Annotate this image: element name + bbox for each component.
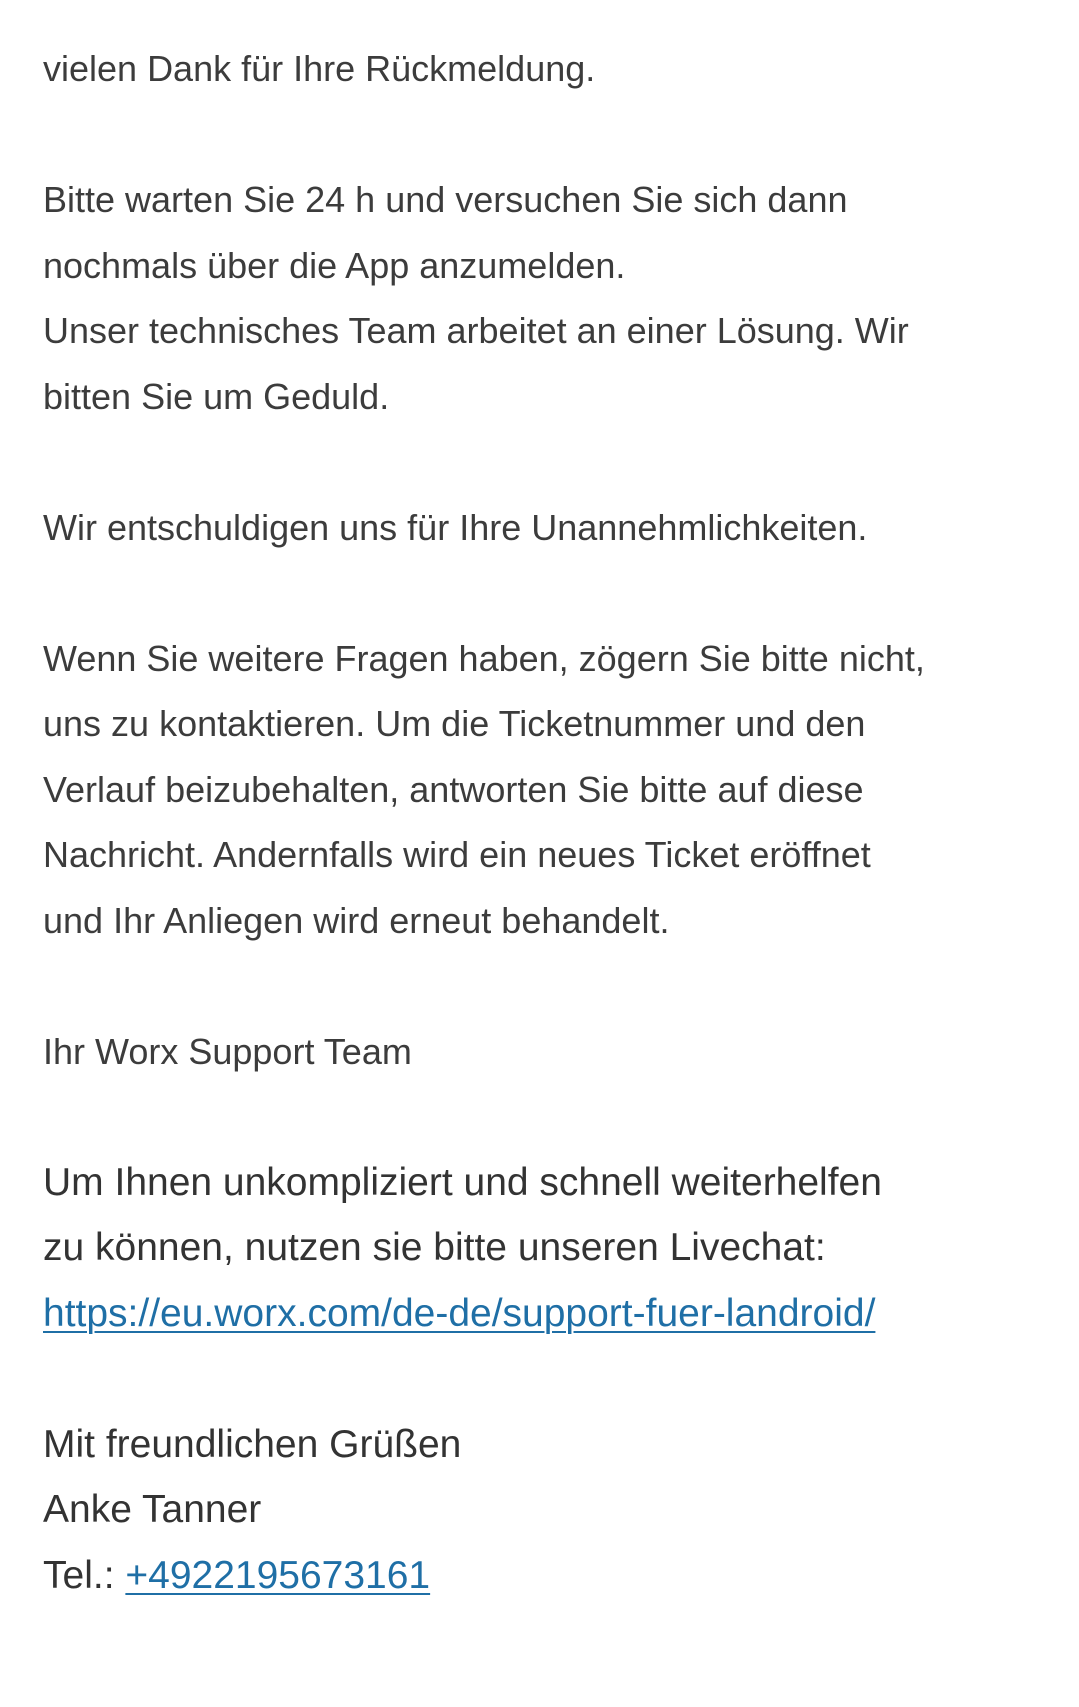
closing-block bbox=[43, 1412, 1053, 1609]
text-line: Bitte warten Sie 24 h und versuchen Sie sich dann bbox=[43, 179, 848, 220]
sender-name: Anke Tanner bbox=[43, 1488, 262, 1531]
text-line: Wenn Sie weitere Fragen haben, zögern Sie bitte nicht, bbox=[43, 637, 925, 679]
phone-label: Tel.: bbox=[43, 1553, 126, 1597]
text-line: Verlauf beizubehalten, antworten Sie bitte auf diese bbox=[43, 768, 864, 810]
paragraph-questions bbox=[43, 626, 1053, 954]
text-line: nochmals über die App anzumelden. bbox=[43, 244, 626, 286]
text-line: Um Ihnen unkompliziert und schnell weiterhelfen bbox=[43, 1160, 882, 1204]
text-line: Unser technisches Team arbeitet an einer Lösung. Wir bbox=[43, 310, 909, 351]
paragraph-wait bbox=[43, 167, 1053, 429]
team-signature-text: Ihr Worx Support Team bbox=[43, 1030, 412, 1072]
phone-line bbox=[43, 1543, 1053, 1609]
greeting-line bbox=[43, 36, 1053, 102]
closing-salutation: Mit freundlichen Grüßen bbox=[43, 1422, 462, 1466]
text-line: Nachricht. Andernfalls wird ein neues Ticket eröffnet bbox=[43, 834, 871, 875]
spacer bbox=[43, 429, 1053, 495]
email-body bbox=[43, 36, 1053, 1608]
text-line: bitten Sie um Geduld. bbox=[43, 375, 390, 417]
apology-line bbox=[43, 495, 1053, 561]
spacer bbox=[43, 102, 1053, 168]
spacer bbox=[43, 1346, 1053, 1412]
phone-link[interactable]: +4922195673161 bbox=[125, 1553, 431, 1597]
team-signature bbox=[43, 1019, 1053, 1085]
spacer bbox=[43, 1084, 1053, 1150]
livechat-link-line bbox=[43, 1281, 1053, 1347]
livechat-paragraph bbox=[43, 1150, 1053, 1347]
spacer bbox=[43, 953, 1053, 1019]
text-line: uns zu kontaktieren. Um die Ticketnummer und den bbox=[43, 703, 866, 744]
text-line: und Ihr Anliegen wird erneut behandelt. bbox=[43, 899, 670, 941]
livechat-link[interactable]: https://eu.worx.com/de-de/support-fuer-landroid/ bbox=[43, 1291, 876, 1335]
spacer bbox=[43, 560, 1053, 626]
apology-text: Wir entschuldigen uns für Ihre Unannehmlichkeiten. bbox=[43, 506, 868, 548]
text-line: zu können, nutzen sie bitte unseren Livechat: bbox=[43, 1226, 826, 1269]
greeting-text: vielen Dank für Ihre Rückmeldung. bbox=[43, 48, 596, 89]
